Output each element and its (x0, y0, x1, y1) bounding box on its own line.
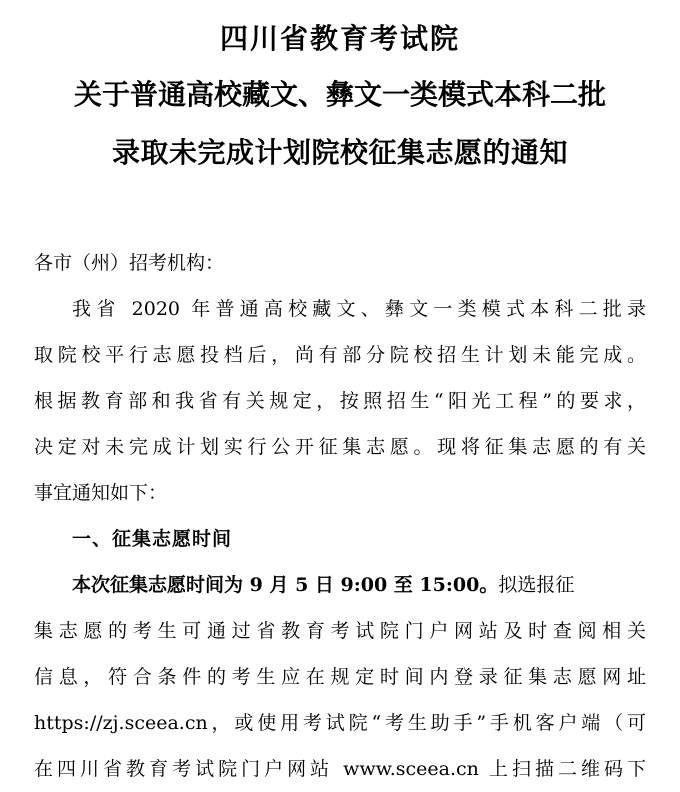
salutation: 各市（州）招考机构： (34, 252, 225, 274)
intro-paragraph-line: 决定对未完成计划实行公开征集志愿。现将征集志愿的有关 (34, 436, 646, 458)
document-title-issuer: 四川省教育考试院 (219, 22, 460, 55)
section-paragraph-line: 在四川省教育考试院门户网站 www.sceea.cn 上扫描二维码下 (34, 758, 646, 780)
document-title-line-2: 关于普通高校藏文、彝文一类模式本科二批 (73, 78, 606, 111)
section-time-first-line (72, 568, 646, 602)
section-heading-time: 一、征集志愿时间 (72, 528, 233, 550)
intro-paragraph-line: 根据教育部和我省有关规定，按照招生“阳光工程”的要求， (34, 390, 646, 412)
intro-paragraph-line: 取院校平行志愿投档后，尚有部分院校招生计划未能完成。 (34, 344, 646, 366)
intro-paragraph-line: 我省 2020 年普通高校藏文、彝文一类模式本科二批录 (72, 298, 646, 320)
section-paragraph-line: 集志愿的考生可通过省教育考试院门户网站及时查阅相关 (34, 620, 646, 642)
section-paragraph-line: https://zj.sceea.cn，或使用考试院“考生助手”手机客户端（可 (34, 712, 646, 734)
section-time-bold: 本次征集志愿时间为 9 月 5 日 9:00 至 15:00。 (72, 574, 499, 596)
section-time-rest: 拟选报征 (498, 574, 575, 596)
document-title-line-3: 录取未完成计划院校征集志愿的通知 (111, 136, 568, 169)
section-paragraph-line: 信息，符合条件的考生应在规定时间内登录征集志愿网址 (34, 666, 646, 688)
intro-paragraph-line: 事宜通知如下： (34, 482, 168, 504)
